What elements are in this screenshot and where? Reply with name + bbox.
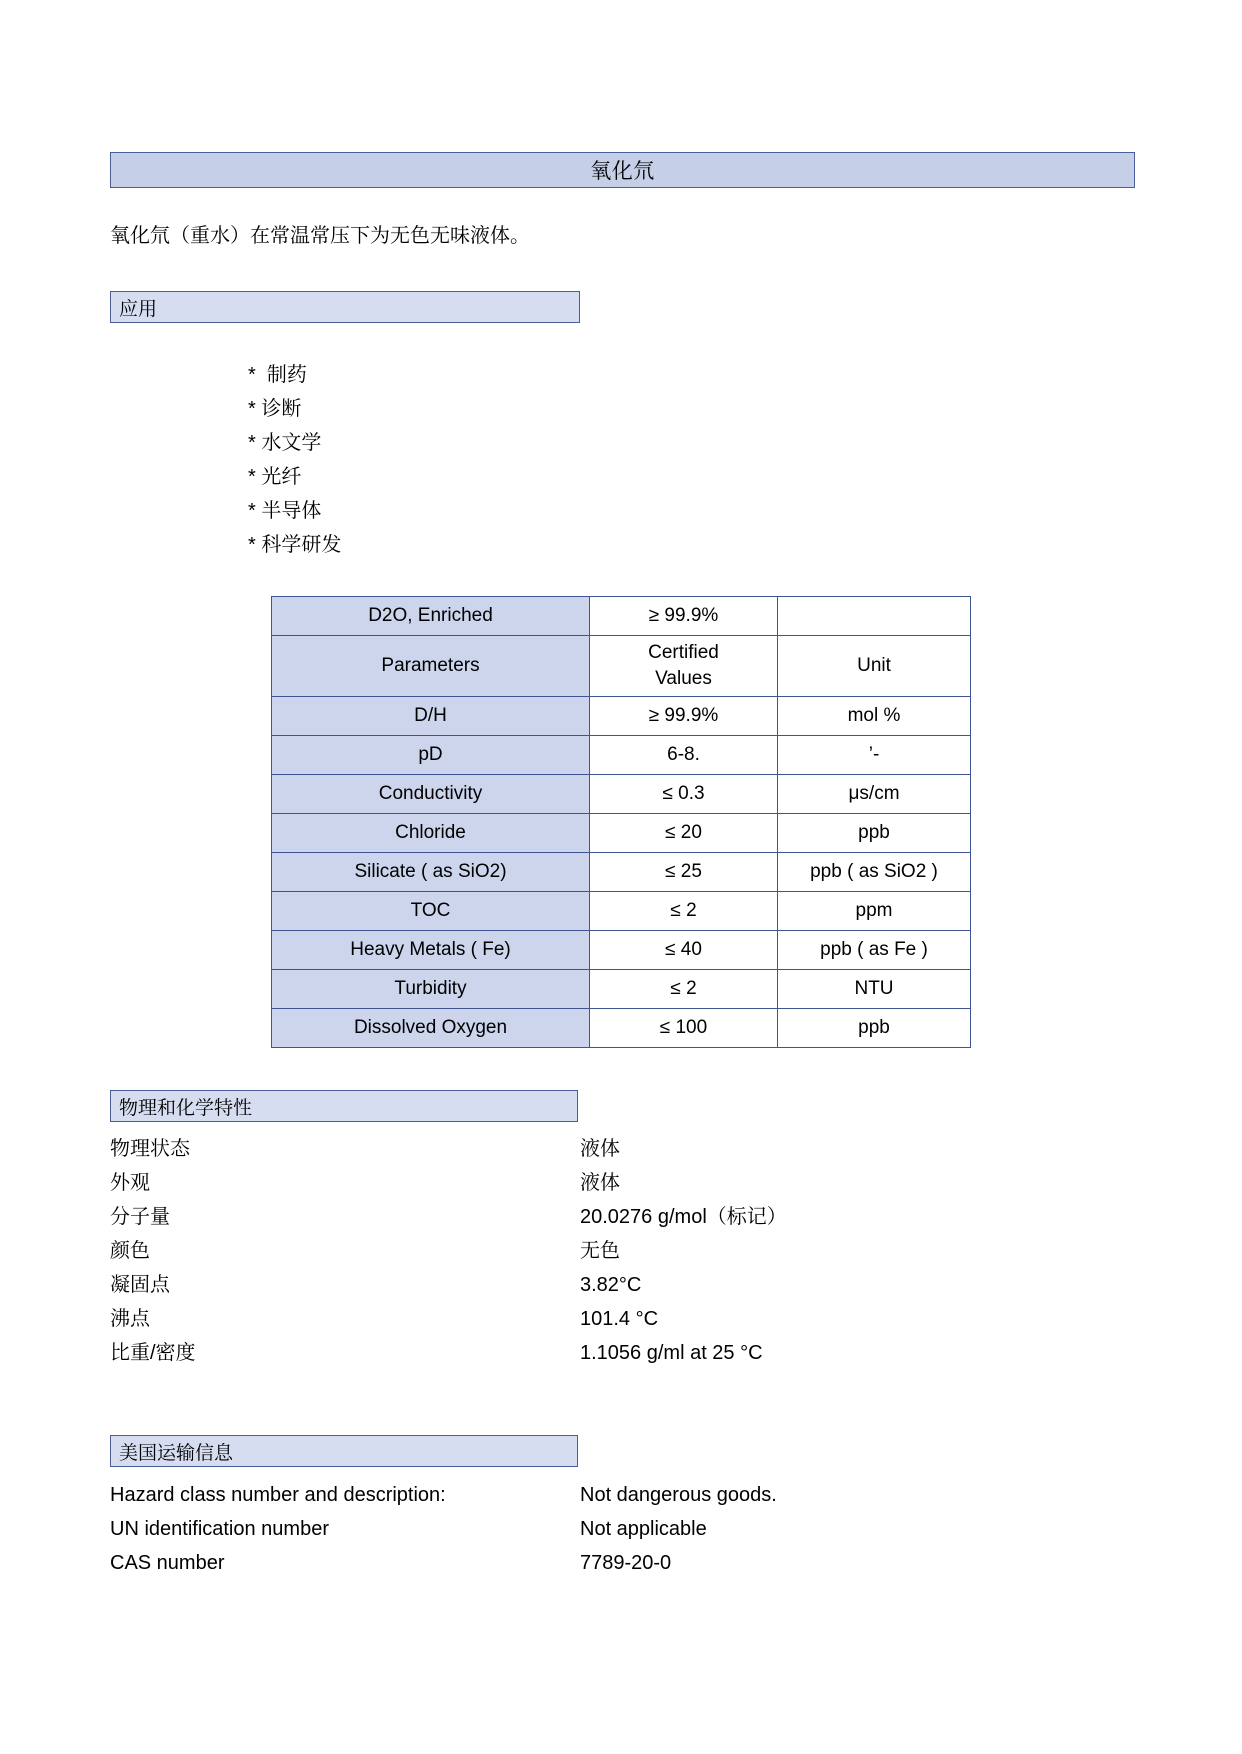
table-header-unit: Unit	[778, 636, 971, 697]
table-row	[272, 1009, 971, 1048]
certified-values-line2: Values	[655, 668, 712, 689]
transport-key: UN identification number	[110, 1518, 329, 1540]
property-value: 液体	[580, 1172, 620, 1194]
table-cell-value: ≤ 20	[590, 814, 778, 853]
property-key: 颜色	[110, 1240, 150, 1262]
table-cell-value: ≤ 40	[590, 931, 778, 970]
table-cell-value: ≤ 100	[590, 1009, 778, 1048]
table-cell-unit: μs/cm	[778, 775, 971, 814]
transport-key: CAS number	[110, 1552, 225, 1574]
table-cell-value: 6-8.	[590, 736, 778, 775]
table-row	[272, 853, 971, 892]
property-row	[110, 1234, 787, 1268]
table-cell-value: ≤ 2	[590, 892, 778, 931]
table-cell-enriched-unit	[778, 597, 971, 636]
table-cell-enriched-label: D2O, Enriched	[272, 597, 590, 636]
table-cell-parameter: pD	[272, 736, 590, 775]
table-cell-value: ≤ 0.3	[590, 775, 778, 814]
transport-row	[110, 1546, 777, 1580]
property-value: 3.82°C	[580, 1274, 642, 1296]
section-header-applications	[110, 291, 580, 323]
table-cell-enriched-value: ≥ 99.9%	[590, 597, 778, 636]
table-cell-value: ≥ 99.9%	[590, 697, 778, 736]
transport-value: 7789-20-0	[580, 1552, 672, 1574]
table-row	[272, 931, 971, 970]
transport-row	[110, 1478, 777, 1512]
table-cell-value: ≤ 2	[590, 970, 778, 1009]
table-cell-unit: ppb ( as SiO2 )	[778, 853, 971, 892]
list-item: * 光纤	[248, 466, 302, 488]
document-title-bar	[110, 152, 1135, 188]
table-cell-unit: ppb	[778, 814, 971, 853]
property-row	[110, 1166, 787, 1200]
table-row	[272, 970, 971, 1009]
table-cell-unit: ’-	[778, 736, 971, 775]
specification-table	[271, 596, 971, 1048]
table-cell-unit: NTU	[778, 970, 971, 1009]
list-item: * 诊断	[248, 398, 302, 420]
transport-key: Hazard class number and description:	[110, 1484, 446, 1506]
list-item: * 水文学	[248, 432, 322, 454]
property-value: 1.1056 g/ml at 25 °C	[580, 1342, 763, 1364]
physical-properties-list	[110, 1132, 787, 1370]
table-row	[272, 697, 971, 736]
intro-paragraph: 氧化氘（重水）在常温常压下为无色无味液体。	[110, 225, 530, 247]
table-row	[272, 597, 971, 636]
table-row	[272, 775, 971, 814]
transport-value: Not dangerous goods.	[580, 1484, 777, 1506]
table-cell-parameter: TOC	[272, 892, 590, 931]
transport-info-list	[110, 1478, 777, 1580]
table-cell-value: ≤ 25	[590, 853, 778, 892]
property-key: 分子量	[110, 1206, 170, 1228]
table-cell-unit: ppb	[778, 1009, 971, 1048]
table-cell-unit: ppb ( as Fe )	[778, 931, 971, 970]
table-header-row	[272, 636, 971, 697]
table-header-parameters: Parameters	[272, 636, 590, 697]
table-cell-unit: ppm	[778, 892, 971, 931]
transport-row	[110, 1512, 777, 1546]
table-cell-parameter: Chloride	[272, 814, 590, 853]
table-cell-unit: mol %	[778, 697, 971, 736]
section-header-physical-label: 物理和化学特性	[119, 1097, 253, 1119]
list-item: * 制药	[248, 364, 307, 386]
applications-list	[248, 358, 341, 562]
table-cell-parameter: Silicate ( as SiO2)	[272, 853, 590, 892]
table-cell-parameter: Turbidity	[272, 970, 590, 1009]
property-key: 外观	[110, 1172, 150, 1194]
table-cell-parameter: Dissolved Oxygen	[272, 1009, 590, 1048]
property-key: 比重/密度	[110, 1342, 196, 1364]
table-cell-parameter: D/H	[272, 697, 590, 736]
property-value: 101.4 °C	[580, 1308, 659, 1330]
table-cell-parameter: Heavy Metals ( Fe)	[272, 931, 590, 970]
section-header-applications-label: 应用	[119, 298, 158, 320]
property-key: 凝固点	[110, 1274, 170, 1296]
transport-value: Not applicable	[580, 1518, 707, 1540]
property-row	[110, 1200, 787, 1234]
page-title: 氧化氘	[590, 160, 655, 183]
list-item: * 半导体	[248, 500, 322, 522]
property-row	[110, 1268, 787, 1302]
certified-values-line1: Certified	[648, 642, 719, 663]
property-row	[110, 1302, 787, 1336]
section-header-transport	[110, 1435, 578, 1467]
property-key: 物理状态	[110, 1138, 190, 1160]
table-row	[272, 892, 971, 931]
table-header-certified-values	[590, 636, 778, 697]
property-value: 液体	[580, 1138, 620, 1160]
property-value: 20.0276 g/mol（标记）	[580, 1206, 787, 1228]
property-key: 沸点	[110, 1308, 150, 1330]
table-row	[272, 814, 971, 853]
table-cell-parameter: Conductivity	[272, 775, 590, 814]
table-row	[272, 736, 971, 775]
section-header-transport-label: 美国运输信息	[119, 1442, 234, 1464]
property-value: 无色	[580, 1240, 620, 1262]
property-row	[110, 1336, 787, 1370]
property-row	[110, 1132, 787, 1166]
list-item: * 科学研发	[248, 534, 342, 556]
section-header-physical	[110, 1090, 578, 1122]
